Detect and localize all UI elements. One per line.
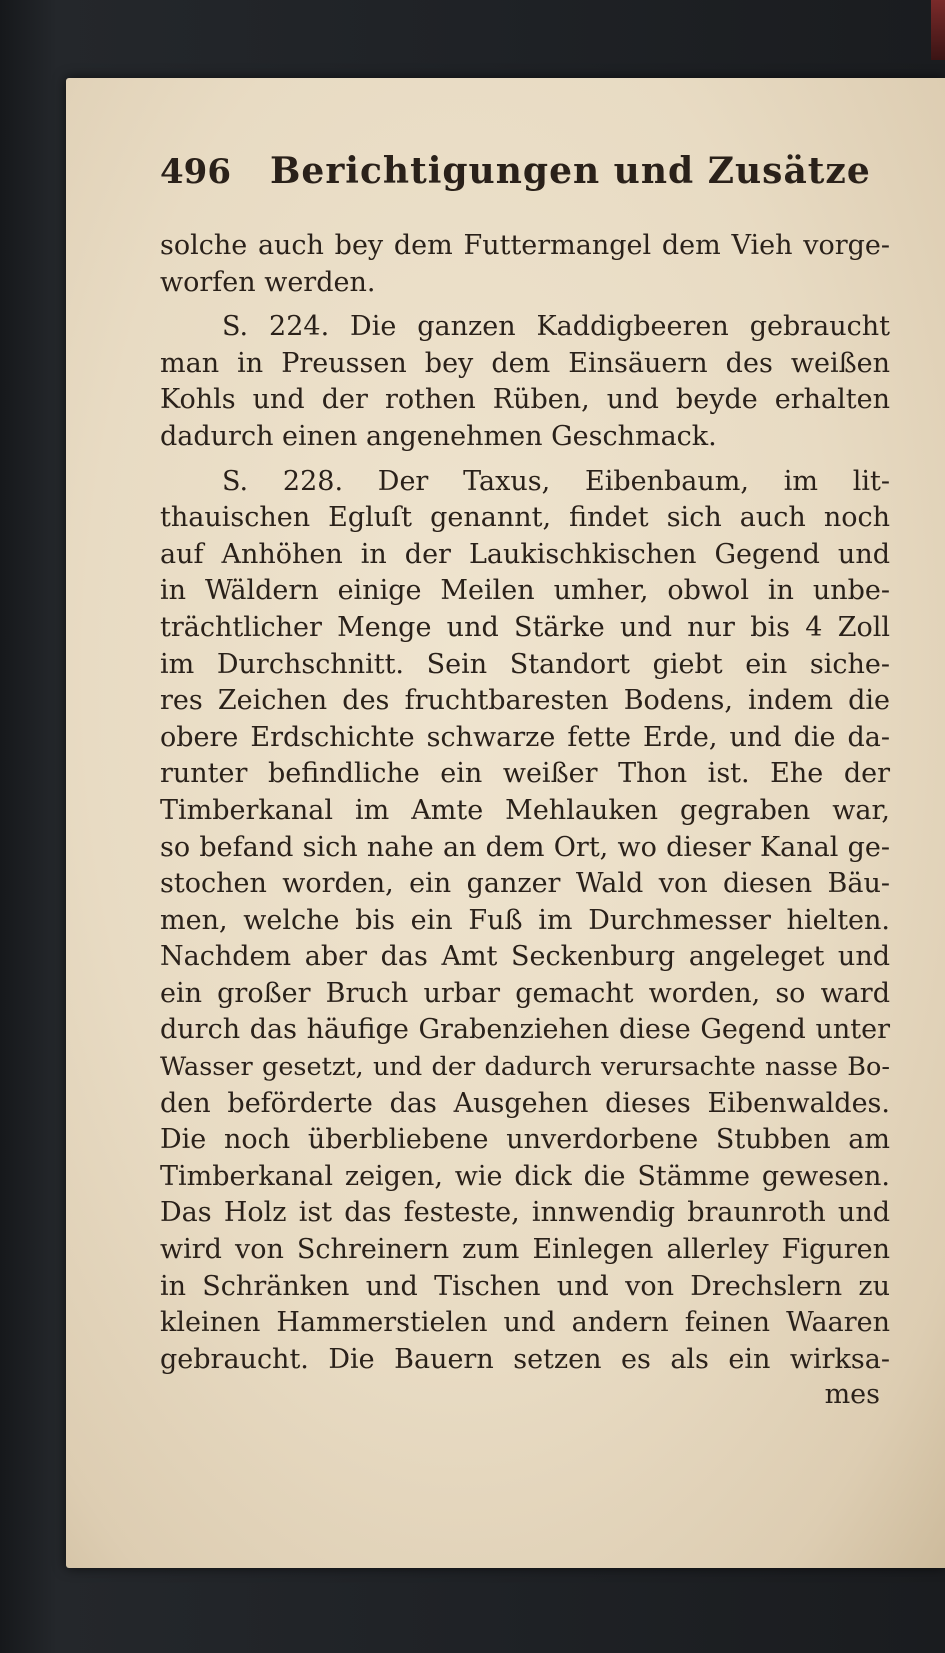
text-line: Wasser gesetzt, und der dadurch verursachte nasse Bo-	[160, 1052, 890, 1083]
text-line: Nachdem aber das Amt Seckenburg angeleget und	[160, 941, 890, 973]
text-line: thauischen Egluſt genannt, findet sich auch noch	[160, 502, 890, 534]
text-line: Kohls und der rothen Rüben, und beyde erhalten	[160, 384, 890, 416]
text-line: kleinen Hammerstielen und andern feinen Waaren	[160, 1307, 890, 1339]
text-line: man in Preussen bey dem Einsäuern des weißen	[160, 347, 890, 379]
text-line: im Durchschnitt. Sein Standort giebt ein siche-	[160, 648, 890, 680]
paragraph-2	[160, 309, 890, 455]
book-spine-edge	[931, 0, 945, 60]
text-line: stochen worden, ein ganzer Wald von diesen Bäu-	[160, 868, 890, 900]
text-line: Timberkanal zeigen, wie dick die Stämme gewesen.	[160, 1160, 890, 1192]
text-line: worfen werden.	[160, 266, 376, 298]
text-line: runter befindliche ein weißer Thon ist. Ehe der	[160, 758, 890, 790]
text-line: trächtlicher Menge und Stärke und nur bis 4 Zoll	[160, 611, 890, 643]
text-line: so befand sich nahe an dem Ort, wo dieser Kanal ge-	[160, 831, 890, 863]
page-text	[160, 150, 890, 1412]
paragraph-1	[160, 228, 890, 301]
running-title: Berichtigungen und Zusätze	[270, 150, 871, 192]
text-line: dadurch einen angenehmen Geschmack.	[160, 420, 717, 452]
text-line: Das Holz ist das festeste, innwendig braunroth und	[160, 1197, 890, 1229]
text-line: in Schränken und Tischen und von Drechslern zu	[160, 1270, 890, 1302]
text-line: S. 228. Der Taxus, Eibenbaum, im lit-	[222, 465, 890, 497]
text-line: in Wäldern einige Meilen umher, obwol in unbe-	[160, 575, 890, 607]
text-line: res Zeichen des fruchtbaresten Bodens, indem die	[160, 685, 890, 717]
page-number: 496	[160, 152, 231, 192]
text-line: wird von Schreinern zum Einlegen allerley Figuren	[160, 1234, 890, 1266]
text-line: den beförderte das Ausgehen dieses Eibenwaldes.	[160, 1087, 890, 1119]
text-line: solche auch bey dem Futtermangel dem Vieh vorge-	[160, 230, 890, 261]
text-line: durch das häufige Grabenziehen diese Gegend unter	[160, 1014, 890, 1046]
text-line: men, welche bis ein Fuß im Durchmesser hielten.	[160, 904, 890, 936]
text-line: S. 224. Die ganzen Kaddigbeeren gebraucht	[222, 311, 890, 343]
text-line: Die noch überbliebene unverdorbene Stubben am	[160, 1124, 890, 1156]
text-line: Timberkanal im Amte Mehlauken gegraben war,	[160, 794, 890, 826]
page-header	[160, 150, 890, 210]
paragraph-3	[160, 464, 890, 1379]
text-line: obere Erdschichte schwarze fette Erde, und die da-	[160, 721, 890, 753]
text-line: auf Anhöhen in der Laukischkischen Gegend und	[160, 538, 890, 570]
catchword: mes	[824, 1379, 880, 1411]
text-line: ein großer Bruch urbar gemacht worden, so ward	[160, 977, 890, 1009]
text-line: gebraucht. Die Bauern setzen es als ein wirksa-	[160, 1343, 890, 1375]
